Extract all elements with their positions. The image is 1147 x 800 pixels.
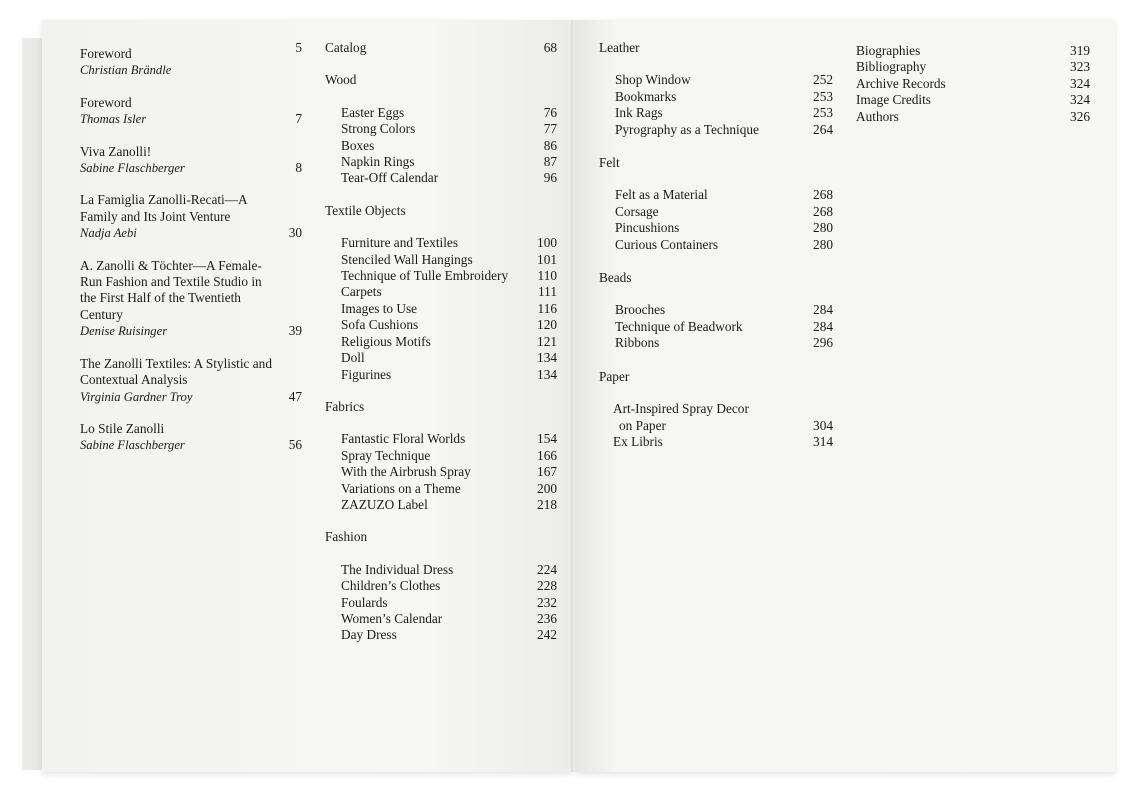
entry-title: Foreword: [80, 46, 132, 61]
item-page: 228: [537, 578, 557, 594]
section-title: Beads: [599, 270, 632, 286]
item-label: Archive Records: [856, 75, 946, 91]
item-page: 253: [813, 88, 833, 104]
item-label: Brooches: [615, 302, 666, 318]
item-page: 236: [537, 610, 557, 626]
section-items-beads: [599, 302, 833, 351]
item-page: 134: [537, 366, 557, 382]
toc-item: [325, 268, 557, 284]
toc-entry: [80, 144, 302, 177]
toc-materials-column: [599, 40, 833, 467]
item-label: Bookmarks: [615, 88, 677, 104]
section-heading-paper: [599, 369, 833, 385]
toc-catalog-column: [325, 40, 557, 660]
entry-page: 39: [288, 323, 302, 339]
item-page: 296: [813, 335, 833, 351]
item-label: Day Dress: [341, 627, 397, 643]
item-label: on Paper: [619, 417, 666, 433]
item-label: Napkin Rings: [341, 154, 415, 170]
item-page: 284: [813, 318, 833, 334]
item-label: Curious Containers: [615, 236, 719, 252]
toc-item: [599, 319, 833, 335]
item-page: 96: [543, 170, 557, 186]
toc-item: [856, 59, 1090, 75]
item-page: 76: [543, 104, 557, 120]
toc-entry: [80, 95, 302, 128]
item-page: 86: [543, 137, 557, 153]
section-heading-beads: [599, 270, 833, 286]
item-label: Biographies: [856, 43, 921, 58]
item-label: With the Airbrush Spray: [341, 464, 471, 480]
toc-item: [599, 302, 833, 318]
item-label: Strong Colors: [341, 121, 416, 137]
toc-item: [599, 335, 833, 351]
item-page: 324: [1070, 75, 1090, 91]
entry-title: Viva Zanolli!: [80, 143, 152, 159]
item-page: 120: [537, 317, 557, 333]
appendix-items: [856, 43, 1090, 125]
item-label: The Individual Dress: [341, 561, 454, 577]
item-page: 323: [1070, 59, 1090, 75]
item-label: Easter Eggs: [341, 104, 405, 120]
toc-item: [325, 367, 557, 383]
item-page: 121: [537, 333, 557, 349]
section-title: Fabrics: [325, 398, 365, 414]
toc-item: [856, 109, 1090, 125]
toc-essays-column: [80, 40, 302, 470]
item-label: Technique of Beadwork: [615, 318, 743, 334]
section-title: Leather: [599, 40, 640, 55]
section-items-wood: [325, 105, 557, 187]
item-page: 253: [813, 105, 833, 121]
item-page: 242: [537, 627, 557, 643]
item-label: Tear-Off Calendar: [341, 170, 439, 186]
item-label: Doll: [341, 350, 365, 366]
toc-item: [325, 317, 557, 333]
entry-page: 5: [295, 40, 302, 55]
section-items-felt: [599, 187, 833, 253]
toc-item: [599, 89, 833, 105]
toc-appendix-column: [856, 43, 1090, 125]
item-label: Authors: [856, 108, 899, 124]
toc-item: [613, 418, 833, 434]
toc-item: [325, 121, 557, 137]
entry-author: Christian Brändle: [80, 63, 172, 78]
toc-item: [325, 301, 557, 317]
toc-item: [599, 122, 833, 138]
item-label: Image Credits: [856, 92, 931, 108]
toc-item: [325, 595, 557, 611]
entry-page: 56: [288, 437, 302, 453]
section-heading-fabrics: [325, 399, 557, 415]
item-label: Sofa Cushions: [341, 317, 419, 333]
item-label: Stenciled Wall Hangings: [341, 251, 473, 267]
toc-item: [599, 237, 833, 253]
item-page: 134: [537, 350, 557, 366]
item-label: Corsage: [615, 203, 659, 219]
item-label: Boxes: [341, 137, 375, 153]
toc-item: [325, 448, 557, 464]
entry-author: Nadja Aebi: [80, 226, 137, 241]
item-page: 111: [538, 284, 557, 300]
section-items-fashion: [325, 562, 557, 644]
toc-item: [325, 284, 557, 300]
item-page: 268: [813, 203, 833, 219]
entry-page: 7: [295, 111, 302, 127]
entry-title: Foreword: [80, 94, 132, 110]
item-label: Religious Motifs: [341, 333, 431, 349]
book-gutter: [571, 20, 575, 772]
entry-page: 30: [288, 225, 302, 241]
entry-title: A. Zanolli & Töchter—A Female-Run Fashion and Textile Studio in the First Half of the Twentieth Century: [80, 257, 262, 322]
item-label: Women’s Calendar: [341, 610, 443, 626]
item-page: 166: [537, 447, 557, 463]
section-title: Paper: [599, 368, 630, 384]
toc-item: [325, 497, 557, 513]
item-label: Pyrography as a Technique: [615, 121, 759, 137]
section-heading-felt: [599, 155, 833, 171]
item-page: 304: [813, 417, 833, 433]
toc-item: [325, 170, 557, 186]
toc-item: [325, 252, 557, 268]
toc-entry: [80, 192, 302, 241]
section-items-fabrics: [325, 431, 557, 513]
toc-entry: [80, 258, 302, 340]
item-label: Children’s Clothes: [341, 578, 441, 594]
section-items-paper: [599, 401, 833, 450]
section-heading-textile-objects: [325, 203, 557, 219]
entry-title: The Zanolli Textiles: A Stylistic and Contextual Analysis: [80, 355, 272, 388]
item-page: 218: [537, 496, 557, 512]
toc-item: [325, 627, 557, 643]
toc-item: [325, 154, 557, 170]
item-label: Technique of Tulle Embroidery: [341, 268, 509, 284]
item-page: 100: [537, 235, 557, 251]
entry-author: Thomas Isler: [80, 112, 147, 127]
item-page: 101: [537, 251, 557, 267]
item-label: Fantastic Floral Worlds: [341, 431, 466, 447]
toc-item: [856, 92, 1090, 108]
toc-item: [325, 138, 557, 154]
entry-title: Lo Stile Zanolli: [80, 420, 165, 436]
section-page: 68: [543, 40, 557, 55]
section-title: Felt: [599, 155, 620, 171]
item-page: 324: [1070, 92, 1090, 108]
item-page: 154: [537, 431, 557, 447]
entry-author: Virginia Gardner Troy: [80, 389, 193, 404]
item-page: 224: [537, 561, 557, 577]
catalog-heading: [325, 40, 557, 56]
item-page: 280: [813, 220, 833, 236]
toc-item: [599, 220, 833, 236]
item-label: Ribbons: [615, 335, 660, 351]
toc-item: [856, 43, 1090, 59]
toc-item: [325, 334, 557, 350]
toc-item: [325, 464, 557, 480]
toc-item: [325, 235, 557, 251]
item-page: 314: [813, 433, 833, 449]
toc-item: [613, 434, 833, 450]
item-label: Images to Use: [341, 300, 418, 316]
item-label: Spray Technique: [341, 447, 431, 463]
item-label: Bibliography: [856, 59, 927, 75]
entry-author: Sabine Flaschberger: [80, 438, 185, 453]
item-page: 77: [543, 121, 557, 137]
item-page: 319: [1070, 43, 1090, 58]
item-page: 264: [813, 121, 833, 137]
section-title: Wood: [325, 72, 357, 88]
item-label: Shop Window: [615, 72, 691, 88]
item-label: Furniture and Textiles: [341, 235, 458, 251]
toc-item: [325, 578, 557, 594]
item-page: 200: [537, 480, 557, 496]
toc-item-line: Art-Inspired Spray Decor: [613, 401, 749, 417]
section-items-leather: [599, 72, 833, 138]
item-label: Ink Rags: [615, 105, 663, 121]
item-page: 326: [1070, 108, 1090, 124]
section-title: Catalog: [325, 40, 367, 55]
section-title: Fashion: [325, 529, 368, 545]
item-page: 116: [537, 300, 557, 316]
toc-item: [599, 204, 833, 220]
item-label: Carpets: [341, 284, 382, 300]
item-label: Felt as a Material: [615, 187, 708, 203]
toc-item: [325, 350, 557, 366]
toc-item: [856, 76, 1090, 92]
item-page: 167: [537, 464, 557, 480]
entry-author: Sabine Flaschberger: [80, 161, 185, 176]
section-heading-fashion: [325, 529, 557, 545]
toc-item: [325, 611, 557, 627]
entry-page: 47: [288, 388, 302, 404]
toc-entry: [80, 421, 302, 454]
item-label: Ex Libris: [613, 433, 663, 449]
section-title: Textile Objects: [325, 202, 406, 218]
entry-title: La Famiglia Zanolli-Recati—A Family and Its Joint Venture: [80, 192, 247, 224]
section-heading-wood: [325, 72, 557, 88]
toc-item: [599, 72, 833, 88]
item-page: 284: [813, 302, 833, 318]
toc-entry: [80, 40, 302, 79]
item-page: 110: [537, 268, 557, 284]
toc-item: [325, 431, 557, 447]
entry-page: 8: [295, 160, 302, 176]
item-page: 280: [813, 236, 833, 252]
section-items-textile-objects: [325, 235, 557, 383]
toc-item: [325, 105, 557, 121]
toc-entry: [80, 356, 302, 405]
toc-item: [599, 187, 833, 203]
item-label: ZAZUZO Label: [341, 496, 428, 512]
section-heading-leather: [599, 40, 833, 56]
entry-author: Denise Ruisinger: [80, 324, 168, 339]
item-page: 232: [537, 594, 557, 610]
item-label: Foulards: [341, 594, 388, 610]
item-page: 268: [813, 187, 833, 203]
toc-item: [325, 562, 557, 578]
item-label: Figurines: [341, 366, 392, 382]
toc-item: [599, 105, 833, 121]
toc-item: [325, 481, 557, 497]
item-label: Variations on a Theme: [341, 480, 461, 496]
item-page: 252: [813, 72, 833, 88]
item-page: 87: [543, 154, 557, 170]
item-label: Pincushions: [615, 220, 680, 236]
